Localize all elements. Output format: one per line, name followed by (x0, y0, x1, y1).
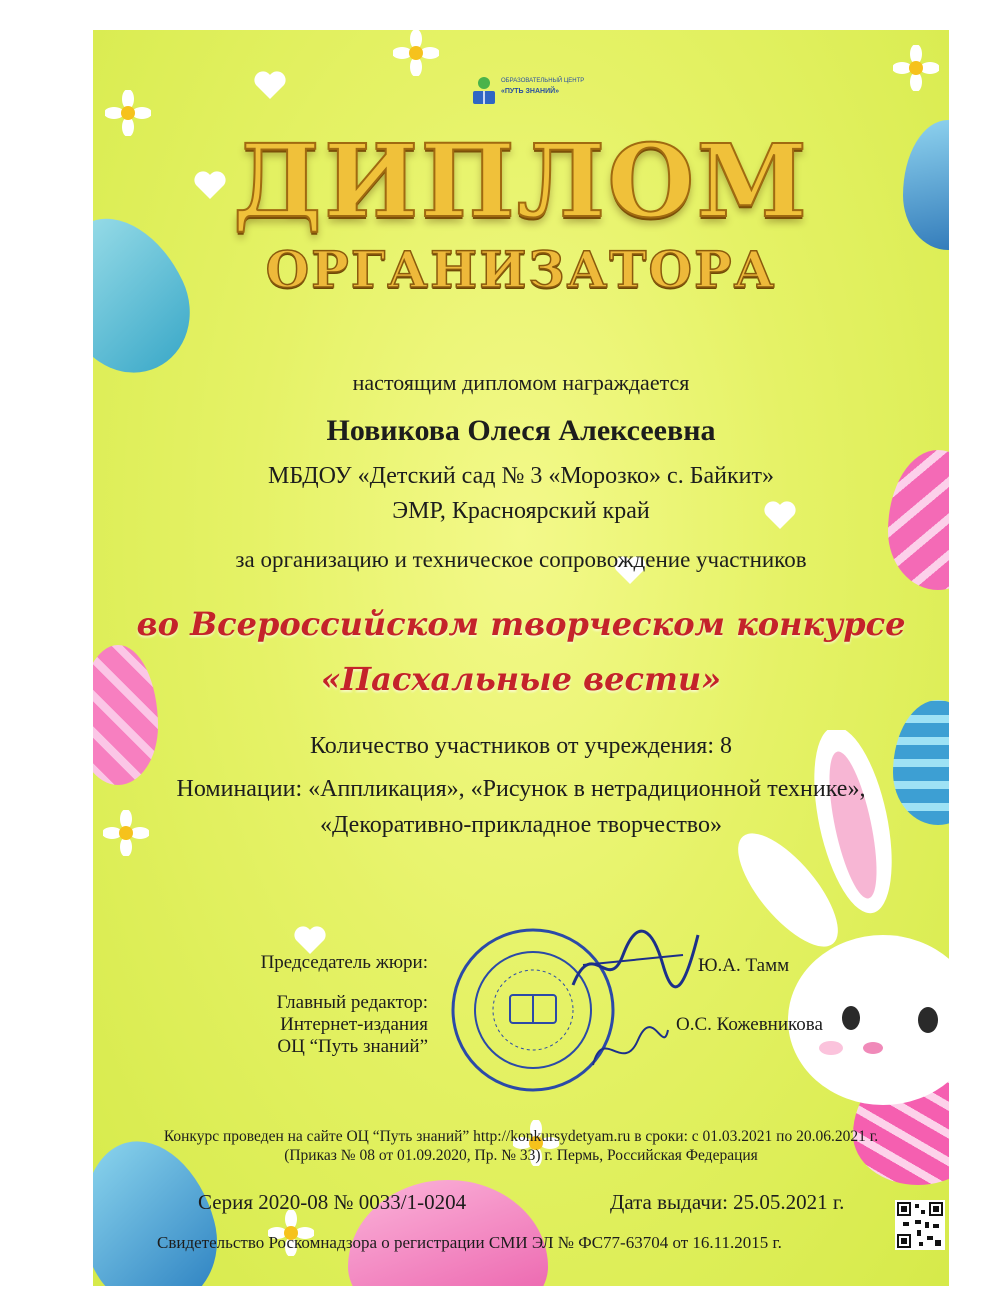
chief-editor-label-3: ОЦ “Путь знаний” (277, 1036, 428, 1057)
contest-line-2: «Пасхальные вести» (320, 660, 722, 698)
contest-line-1: во Всероссийском творческом конкурсе (136, 605, 906, 643)
contest-info-line-2: (Приказ № 08 от 01.09.2020, Пр. № 33) г. Пермь, Российская Федерация (284, 1147, 758, 1164)
contest-info-line-1: Конкурс проведен на сайте ОЦ “Путь знаний” http://konkursydetyam.ru в сроки: с 01.03.2021 по 20.06.2021 г. (163, 1128, 879, 1145)
recipient-organization: МБДОУ «Детский сад № 3 «Морозко» с. Байкит» (268, 463, 774, 489)
participants-count: Количество участников от учреждения: 8 (309, 733, 732, 759)
chief-editor-label: Главный редактор: (276, 992, 428, 1013)
nominations-line-2: «Декоративно-прикладное творчество» (320, 812, 722, 838)
recipient-region: ЭМР, Красноярский край (392, 498, 650, 524)
award-intro: настоящим дипломом награждается (352, 370, 690, 395)
award-reason: за организацию и техническое сопровождение участников (235, 547, 807, 572)
heart-icon (253, 70, 287, 100)
jury-chair-label: Председатель жюри: (260, 952, 428, 973)
nominations-line-1: Номинации: «Аппликация», «Рисунок в нетрадиционной технике», (176, 776, 866, 802)
heart-icon (293, 925, 327, 955)
qr-code (895, 1200, 945, 1250)
daisy-flower-icon (393, 30, 439, 76)
diploma-sheet (93, 30, 949, 1286)
issue-date: Дата выдачи: 25.05.2021 г. (610, 1190, 845, 1214)
recipient-name: Новикова Олеся Алексеевна (326, 414, 716, 447)
registration-info: Свидетельство Роскомнадзора о регистрации СМИ ЭЛ № ФС77-63704 от 16.11.2015 г. (157, 1233, 782, 1252)
diploma-title: ДИПЛОМ (232, 122, 810, 240)
organization-logo (471, 74, 591, 110)
logo-line-1: ОБРАЗОВАТЕЛЬНЫЙ ЦЕНТР (501, 78, 585, 84)
chief-editor-label-2: Интернет-издания (280, 1014, 428, 1035)
jury-chair-name: Ю.А. Тамм (698, 955, 790, 976)
chief-editor-signature (583, 1015, 673, 1085)
diploma-series: Серия 2020-08 № 0033/1-0204 (198, 1190, 467, 1214)
jury-chair-signature (563, 925, 703, 1005)
logo-line-2: «ПУТЬ ЗНАНИЙ» (501, 88, 560, 95)
diploma-subtitle: ОРГАНИЗАТОРА (265, 240, 777, 299)
daisy-flower-icon (893, 45, 939, 91)
book-logo-icon (471, 76, 497, 106)
chief-editor-name: О.С. Кожевникова (676, 1014, 823, 1035)
